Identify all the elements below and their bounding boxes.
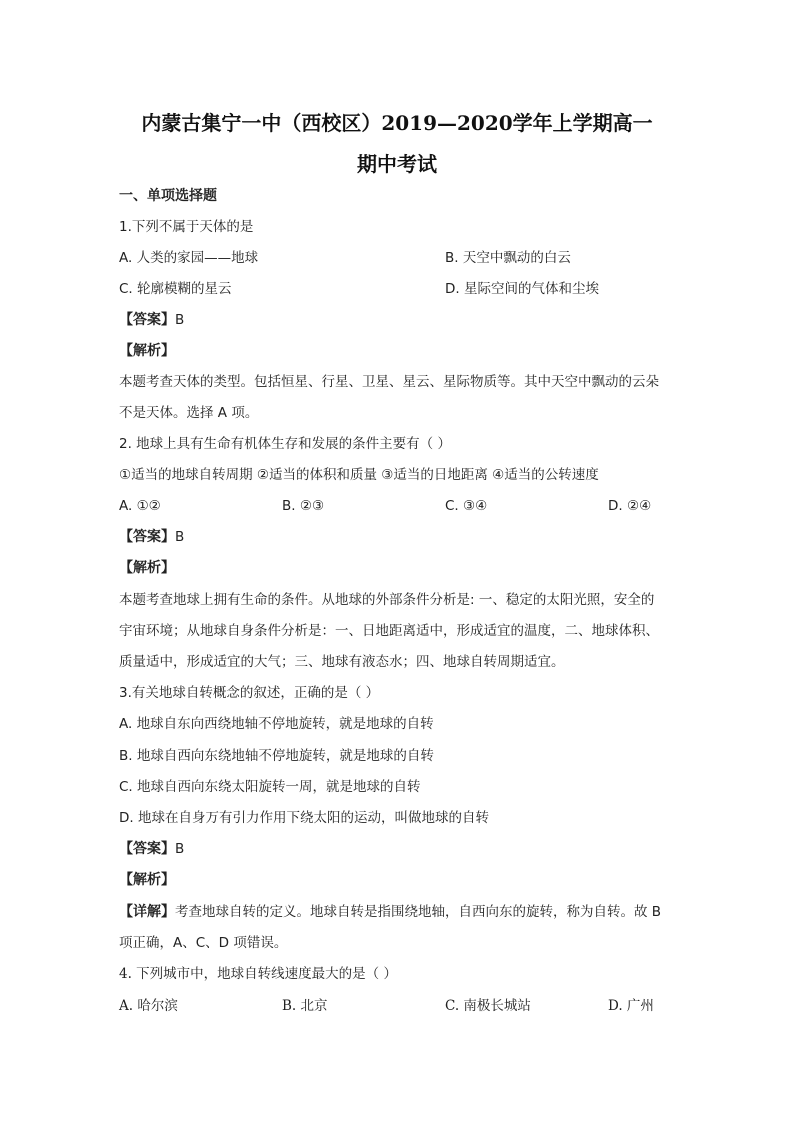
analysis-text: 考查地球自转的定义。地球自转是指围绕地轴，自西向东的旋转，称为自转。故 B	[175, 904, 662, 920]
answer-value: B	[175, 529, 185, 545]
q4-option-d: D. 广州	[608, 998, 654, 1014]
q2-option-d: D. ②④	[608, 498, 652, 514]
q2-answer	[119, 527, 184, 547]
q3-option-c: C. 地球自西向东绕太阳旋转一周，就是地球的自转	[119, 779, 421, 795]
detail-tag: 【详解】	[119, 904, 175, 920]
q1-option-d: D. 星际空间的气体和尘埃	[445, 281, 599, 297]
q2-conditions: ①适当的地球自转周期 ②适当的体积和质量 ③适当的日地距离 ④适当的公转速度	[119, 467, 599, 483]
page-title-line2: 期中考试	[357, 152, 437, 176]
answer-tag: 【答案】	[119, 841, 175, 857]
answer-tag: 【答案】	[119, 312, 175, 328]
q3-option-a: A. 地球自东向西绕地轴不停地旋转，就是地球的自转	[119, 716, 434, 732]
q4-option-b: B. 北京	[282, 998, 328, 1014]
q3-analysis-line2: 项正确，A、C、D 项错误。	[119, 935, 288, 951]
q1-option-c: C. 轮廓模糊的星云	[119, 281, 232, 297]
q1-analysis-line1: 本题考查天体的类型。包括恒星、行星、卫星、星云、星际物质等。其中天空中飘动的云朵	[119, 374, 659, 390]
q3-answer	[119, 839, 184, 859]
section-heading: 一、单项选择题	[119, 188, 217, 204]
q2-analysis-tag: 【解析】	[119, 560, 175, 576]
page-title-line1: 内蒙古集宁一中（西校区）2019—2020学年上学期高一	[141, 111, 653, 135]
q3-option-d: D. 地球在自身万有引力作用下绕太阳的运动，叫做地球的自转	[119, 810, 489, 826]
q1-stem: 1.下列不属于天体的是	[119, 219, 254, 235]
answer-value: B	[175, 841, 185, 857]
q1-answer	[119, 310, 184, 330]
q2-stem: 2. 地球上具有生命有机体生存和发展的条件主要有（ ）	[119, 436, 451, 452]
q3-option-b: B. 地球自西向东绕地轴不停地旋转，就是地球的自转	[119, 748, 434, 764]
q2-analysis-line3: 质量适中，形成适宜的大气；三、地球有液态水；四、地球自转周期适宜。	[119, 654, 565, 670]
q2-analysis-line2: 宇宙环境；从地球自身条件分析是：一、日地距离适中，形成适宜的温度，二、地球体积、	[119, 623, 659, 639]
answer-tag: 【答案】	[119, 529, 175, 545]
q1-analysis-line2: 不是天体。选择 A 项。	[119, 405, 259, 421]
q2-analysis-line1: 本题考查地球上拥有生命的条件。从地球的外部条件分析是: 一、稳定的太阳光照，安全的	[119, 592, 655, 608]
q4-option-a: A. 哈尔滨	[119, 998, 178, 1014]
q3-analysis-tag: 【解析】	[119, 872, 175, 888]
q2-option-c: C. ③④	[445, 498, 488, 514]
q2-option-b: B. ②③	[282, 498, 325, 514]
q1-option-a: A. 人类的家园——地球	[119, 250, 259, 266]
q4-option-c: C. 南极长城站	[445, 998, 531, 1014]
q3-analysis-line1	[119, 902, 661, 922]
q1-option-b: B. 天空中飘动的白云	[445, 250, 571, 266]
q3-stem: 3.有关地球自转概念的叙述，正确的是（ ）	[119, 685, 380, 701]
q4-stem: 4. 下列城市中，地球自转线速度最大的是（ ）	[119, 966, 397, 982]
q2-option-a: A. ①②	[119, 498, 161, 514]
q1-analysis-tag: 【解析】	[119, 343, 175, 359]
answer-value: B	[175, 312, 185, 328]
